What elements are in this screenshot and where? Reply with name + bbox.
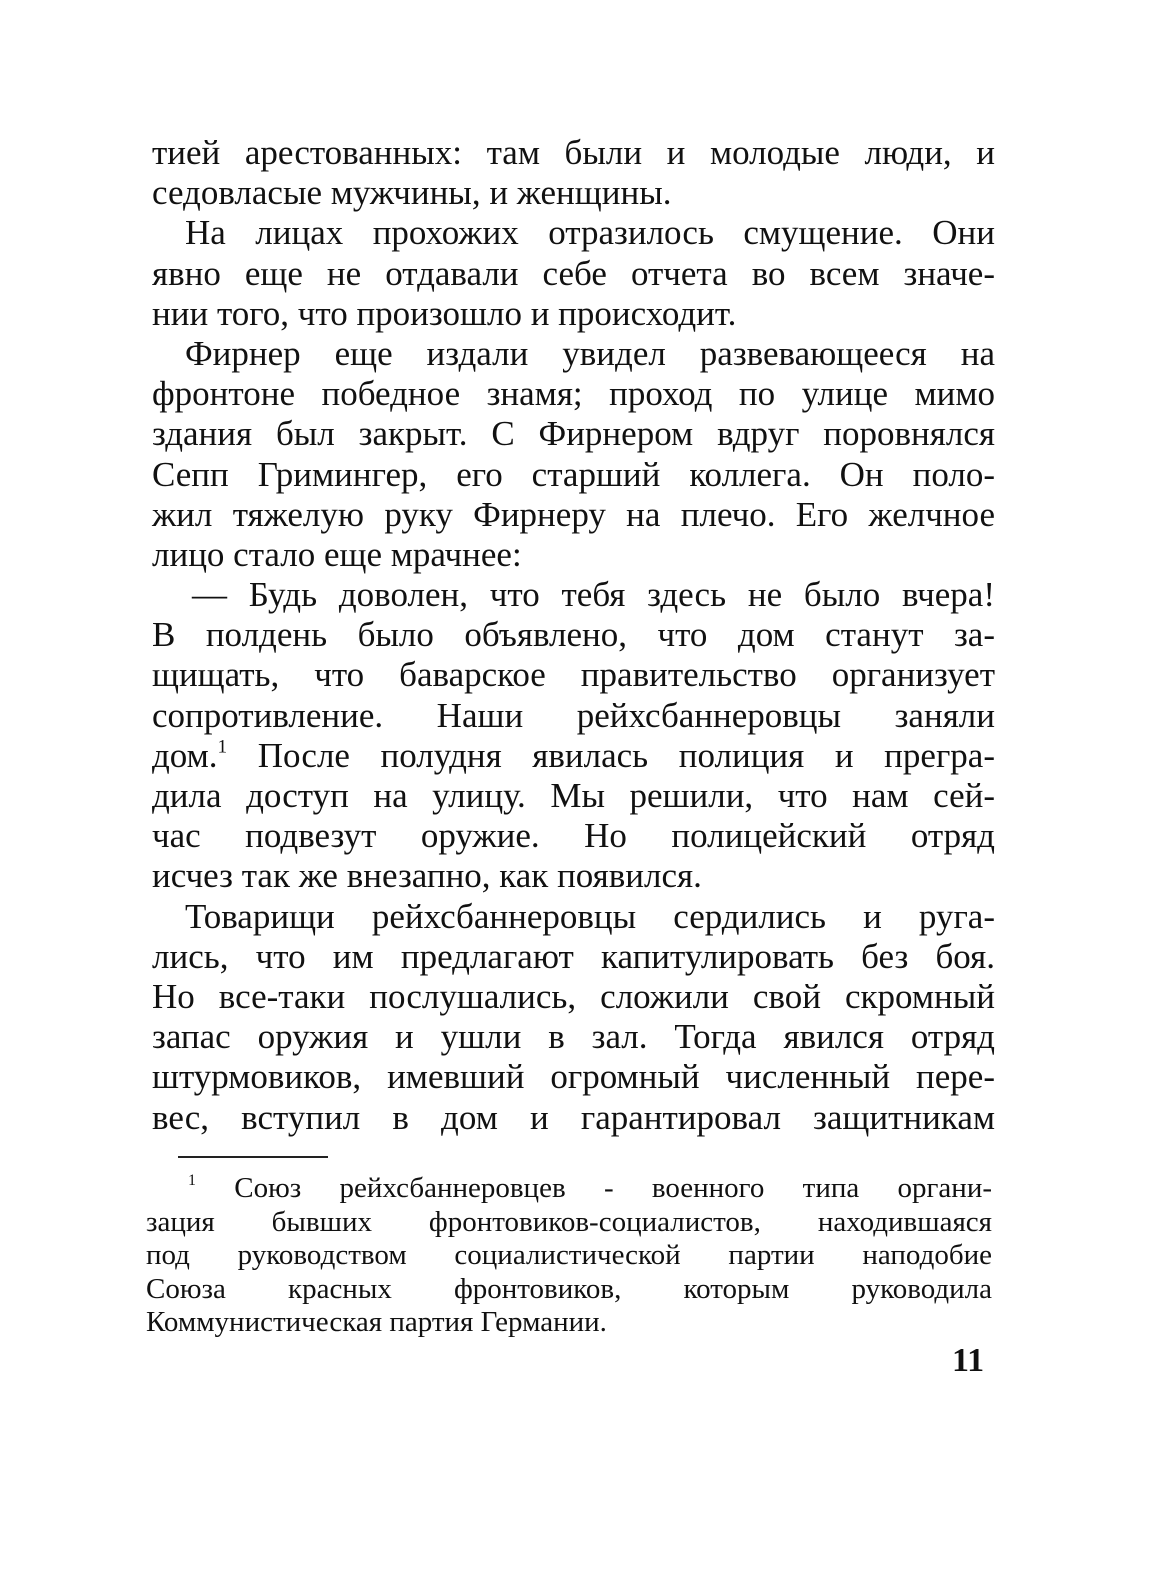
text-line: седовласые мужчины, и женщины. xyxy=(152,173,672,213)
footnote-reference: 1 xyxy=(217,736,228,758)
text-line: тией арестованных: там были и молодые люди, и xyxy=(152,133,995,172)
text-line: Фирнер еще издали увидел развевающееся на xyxy=(185,333,995,373)
text-line: здания был закрыт. С Фирнером вдруг поровнялся xyxy=(152,414,995,454)
footnote xyxy=(146,1172,992,1340)
text-line: жил тяжелую руку Фирнеру на плечо. Его желчное xyxy=(152,494,995,534)
footnote-line: Союза красных фронтовиков, которым руководила xyxy=(146,1272,992,1305)
page-number: 11 xyxy=(952,1342,985,1379)
text-fragment: дом. xyxy=(152,735,218,775)
main-text xyxy=(152,133,995,1138)
text-line: дила доступ на улицу. Мы решили, что нам сей- xyxy=(152,776,995,815)
footnote-marker: 1 xyxy=(188,1172,196,1190)
text-line: штурмовиков, имевший огромный численный пере- xyxy=(152,1057,995,1097)
text-line: фронтоне победное знамя; проход по улице мимо xyxy=(152,374,995,414)
text-line: На лицах прохожих отразилось смущение. Они xyxy=(185,213,995,253)
text-line: лицо стало еще мрачнее: xyxy=(152,534,522,574)
text-line: лись, что им предлагают капитулировать без боя. xyxy=(152,936,995,976)
text-line: час подвезут оружие. Но полицейский отряд xyxy=(152,816,995,856)
text-line: нии того, что произошло и происходит. xyxy=(152,293,737,333)
text-line: сопротивление. Наши рейхсбаннеровцы заняли xyxy=(152,695,995,735)
text-line: Но все-таки послушались, сложили свой скромный xyxy=(152,976,995,1016)
text-line: Товарищи рейхсбаннеровцы сердились и руга- xyxy=(185,896,995,936)
text-line: запас оружия и ушли в зал. Тогда явился отряд xyxy=(152,1017,995,1057)
text-line-with-footnote-ref xyxy=(152,736,995,776)
text-line: исчез так же внезапно, как появился. xyxy=(152,856,702,896)
footnote-text: Союз рейхсбаннеровцев - военного типа органи- xyxy=(195,1172,992,1204)
footnote-line xyxy=(146,1172,992,1206)
text-line: — Будь доволен, что тебя здесь не было вчера! xyxy=(192,575,995,615)
footnote-line: зация бывших фронтовиков-социалистов, находившаяся xyxy=(146,1205,992,1238)
text-line: явно еще не отдавали себе отчета во всем значе- xyxy=(152,253,995,293)
footnote-line: под руководством социалистической партии наподобие xyxy=(146,1239,992,1271)
footnote-divider xyxy=(178,1156,328,1158)
text-line: В полдень было объявлено, что дом станут за- xyxy=(152,615,995,655)
text-fragment: После полудня явилась полиция и прегра- xyxy=(227,735,995,775)
text-line: вес, вступил в дом и гарантировал защитникам xyxy=(152,1097,995,1137)
footnote-line: Коммунистическая партия Германии. xyxy=(146,1306,607,1338)
text-line: Сепп Гримингер, его старший коллега. Он поло- xyxy=(152,454,995,494)
text-line: щищать, что баварское правительство организует xyxy=(152,655,995,695)
